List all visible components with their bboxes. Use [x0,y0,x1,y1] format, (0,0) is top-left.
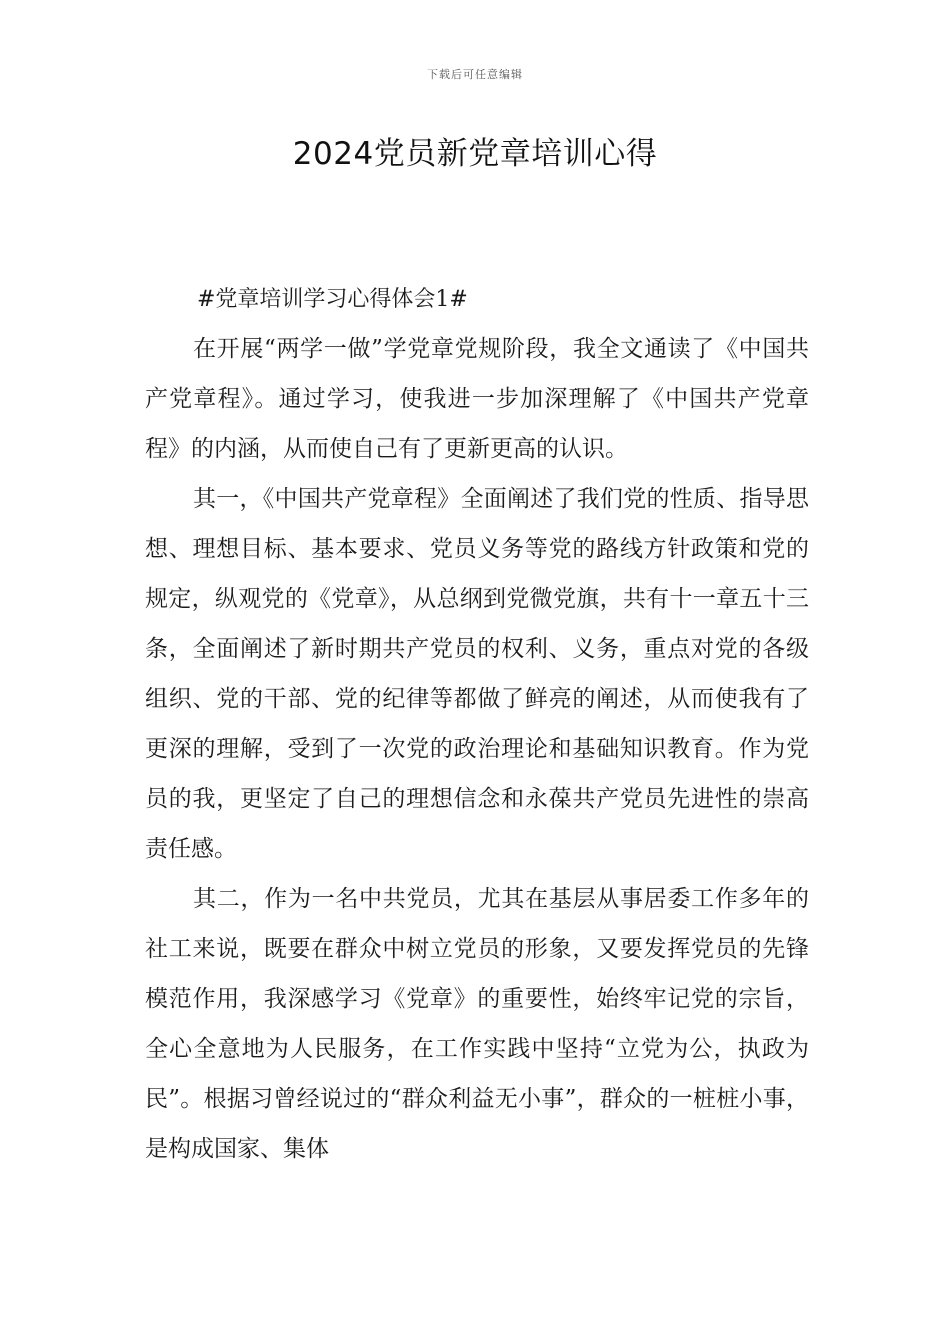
paragraph-3: 其二，作为一名中共党员，尤其在基层从事居委工作多年的社工来说，既要在群众中树立党员的形象，又要发挥党员的先锋模范作用，我深感学习《党章》的重要性，始终牢记党的宗旨，全心全意地为人民服务，在工作实践中坚持“立党为公，执政为民”。根据习曾经说过的“群众利益无小事”，群众的一桩桩小事，是构成国家、集体 [145,886,809,1162]
document-body [145,280,809,1174]
document-title: 2024党员新党章培训心得 [292,136,658,172]
header-note: 下载后可任意编辑 [427,68,523,81]
section-heading: #党章培训学习心得体会1# [197,287,468,312]
paragraph-1: 在开展“两学一做”学党章党规阶段，我全文通读了《中国共产党章程》。通过学习，使我进一步加深理解了《中国共产党章程》的内涵，从而使自己有了更新更高的认识。 [145,336,809,462]
paragraph-2: 其一，《中国共产党章程》全面阐述了我们党的性质、指导思想、理想目标、基本要求、党员义务等党的路线方针政策和党的规定，纵观党的《党章》，从总纲到党微党旗，共有十一章五十三条，全面阐述了新时期共产党员的权利、义务，重点对党的各级组织、党的干部、党的纪律等都做了鲜亮的阐述，从而使我有了更深的理解，受到了一次党的政治理论和基础知识教育。作为党员的我，更坚定了自己的理想信念和永葆共产党员先进性的崇高责任感。 [145,486,809,862]
